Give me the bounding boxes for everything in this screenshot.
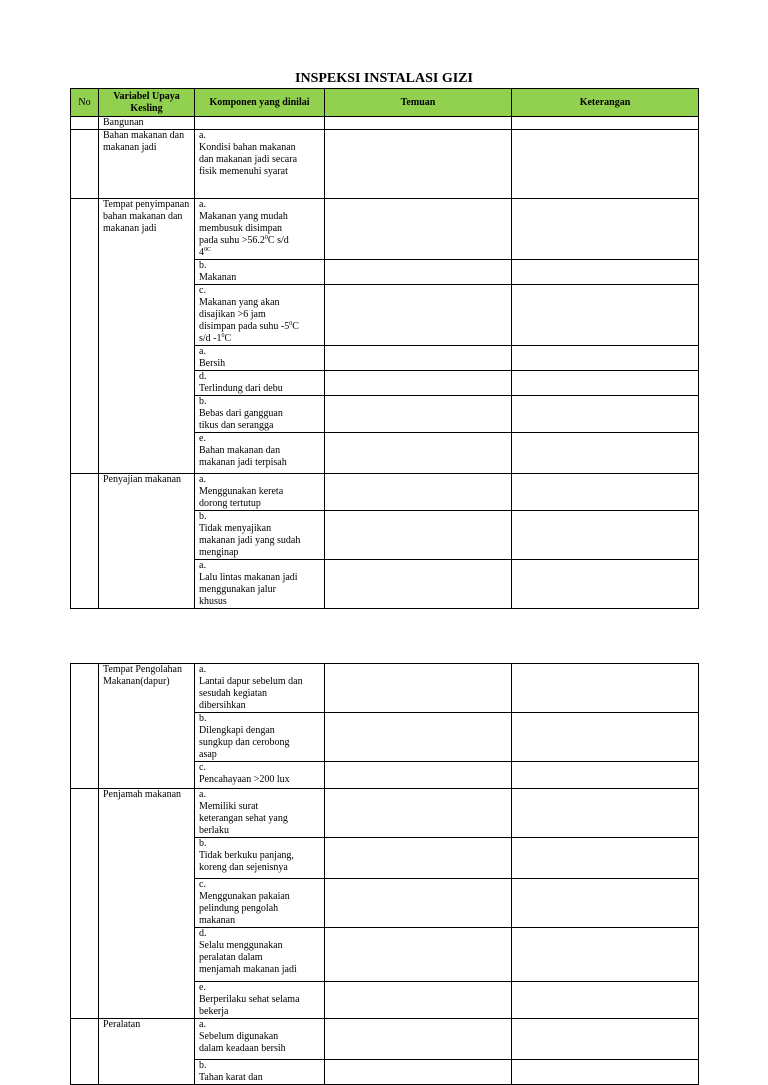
item-text: Sebelum digunakan dalam keadaan bersih xyxy=(199,1031,286,1054)
keterangan-cell xyxy=(512,982,699,1019)
keterangan-cell xyxy=(512,396,699,433)
no-cell xyxy=(71,474,99,609)
item-text xyxy=(199,211,303,259)
item-letter: a. xyxy=(199,130,206,141)
item-text-part: C s/d -1 xyxy=(199,321,299,344)
keterangan-cell xyxy=(512,371,699,396)
degree-superscript: 0C xyxy=(204,247,212,253)
temuan-cell xyxy=(325,199,512,260)
temuan-cell xyxy=(325,396,512,433)
header-row xyxy=(71,89,699,117)
component-cell xyxy=(195,260,325,285)
keterangan-cell xyxy=(512,664,699,713)
component-cell xyxy=(195,879,325,928)
item-text: Pencahayaan >200 lux xyxy=(199,774,290,785)
component-cell xyxy=(195,117,325,130)
temuan-cell xyxy=(325,1019,512,1060)
keterangan-cell xyxy=(512,1019,699,1060)
component-cell xyxy=(195,789,325,838)
temuan-cell xyxy=(325,260,512,285)
keterangan-cell xyxy=(512,511,699,560)
component-cell xyxy=(195,371,325,396)
temuan-cell xyxy=(325,474,512,511)
keterangan-cell xyxy=(512,838,699,879)
table-row xyxy=(71,1019,699,1060)
component-cell xyxy=(195,433,325,474)
no-cell xyxy=(71,117,99,130)
item-text: Tidak menyajikan makanan jadi yang sudah menginap xyxy=(199,523,301,558)
table-row xyxy=(71,199,699,260)
no-cell xyxy=(71,789,99,1019)
temuan-cell xyxy=(325,838,512,879)
keterangan-cell xyxy=(512,474,699,511)
variable-cell: Penyajian makanan xyxy=(99,474,195,609)
keterangan-cell xyxy=(512,560,699,609)
variable-cell: Tempat penyimpanan bahan makanan dan makanan jadi xyxy=(99,199,195,474)
component-cell xyxy=(195,713,325,762)
temuan-cell xyxy=(325,879,512,928)
variable-cell: Bahan makanan dan makanan jadi xyxy=(99,130,195,199)
temuan-cell xyxy=(325,371,512,396)
item-text: Bebas dari gangguan tikus dan serangga xyxy=(199,408,283,431)
header-temuan: Temuan xyxy=(325,89,512,117)
header-keterangan: Keterangan xyxy=(512,89,699,117)
temuan-cell xyxy=(325,130,512,199)
item-letter: e. xyxy=(199,982,206,993)
component-cell xyxy=(195,664,325,713)
component-cell xyxy=(195,199,325,260)
keterangan-cell xyxy=(512,789,699,838)
temuan-cell xyxy=(325,346,512,371)
keterangan-cell xyxy=(512,346,699,371)
variable-cell: Tempat Pengolahan Makanan(dapur) xyxy=(99,664,195,789)
keterangan-cell xyxy=(512,117,699,130)
keterangan-cell xyxy=(512,713,699,762)
item-text: Makanan xyxy=(199,272,237,283)
degree-superscript: 0 xyxy=(264,235,268,241)
item-letter: b. xyxy=(199,713,207,724)
item-letter: b. xyxy=(199,1060,207,1071)
no-cell xyxy=(71,130,99,199)
section-label: Bangunan xyxy=(99,117,195,130)
component-cell xyxy=(195,285,325,346)
component-cell xyxy=(195,346,325,371)
item-text xyxy=(199,297,303,345)
table-row xyxy=(71,789,699,838)
temuan-cell xyxy=(325,560,512,609)
item-text: Berperilaku sehat selama bekerja xyxy=(199,994,300,1017)
item-letter: a. xyxy=(199,199,206,210)
item-letter: d. xyxy=(199,928,207,939)
variable-cell: Peralatan xyxy=(99,1019,195,1085)
component-cell xyxy=(195,560,325,609)
item-letter: e. xyxy=(199,433,206,444)
item-text: Menggunakan kereta dorong tertutup xyxy=(199,486,284,509)
component-cell xyxy=(195,396,325,433)
component-cell xyxy=(195,838,325,879)
keterangan-cell xyxy=(512,285,699,346)
component-cell xyxy=(195,928,325,982)
item-text-part: Makanan yang akan disajikan >6 jam disimpan pada suhu -5 xyxy=(199,297,290,332)
keterangan-cell xyxy=(512,130,699,199)
temuan-cell xyxy=(325,285,512,346)
temuan-cell xyxy=(325,982,512,1019)
temuan-cell xyxy=(325,762,512,789)
item-letter: c. xyxy=(199,285,206,296)
item-letter: b. xyxy=(199,511,207,522)
item-letter: b. xyxy=(199,838,207,849)
header-komponen: Komponen yang dinilai xyxy=(195,89,325,117)
keterangan-cell xyxy=(512,762,699,789)
item-letter: a. xyxy=(199,346,206,357)
keterangan-cell xyxy=(512,433,699,474)
component-cell xyxy=(195,130,325,199)
inspection-table-top xyxy=(70,88,699,609)
item-letter: a. xyxy=(199,789,206,800)
item-letter: a. xyxy=(199,1019,206,1030)
item-text: Bersih xyxy=(199,358,226,369)
component-cell xyxy=(195,474,325,511)
item-letter: a. xyxy=(199,560,206,571)
item-text: Lantai dapur sebelum dan sesudah kegiatan dibersihkan xyxy=(199,676,303,711)
item-text: Terlindung dari debu xyxy=(199,383,283,394)
degree-superscript: 0 xyxy=(221,333,225,339)
item-text-part: C s/d 4 xyxy=(199,235,289,258)
variable-cell: Penjamah makanan xyxy=(99,789,195,1019)
item-text: Menggunakan pakaian pelindung pengolah makanan xyxy=(199,891,290,926)
item-text: Kondisi bahan makanan dan makanan jadi secara fisik memenuhi syarat xyxy=(199,142,298,177)
item-text-part: C xyxy=(224,333,232,344)
temuan-cell xyxy=(325,713,512,762)
item-letter: b. xyxy=(199,260,207,271)
item-text: Dilengkapi dengan sungkup dan cerobong asap xyxy=(199,725,290,760)
temuan-cell xyxy=(325,511,512,560)
header-no: No xyxy=(71,89,99,117)
no-cell xyxy=(71,664,99,789)
item-text: Memiliki surat keterangan sehat yang berlaku xyxy=(199,801,288,836)
component-cell xyxy=(195,1019,325,1060)
item-text: Tahan karat dan xyxy=(199,1072,263,1083)
degree-superscript: 0 xyxy=(289,321,293,327)
no-cell xyxy=(71,1019,99,1085)
table-row xyxy=(71,474,699,511)
item-letter: d. xyxy=(199,371,207,382)
keterangan-cell xyxy=(512,199,699,260)
table-row xyxy=(71,130,699,199)
temuan-cell xyxy=(325,928,512,982)
item-letter: a. xyxy=(199,664,206,675)
item-letter: b. xyxy=(199,396,207,407)
temuan-cell xyxy=(325,1060,512,1085)
item-letter: c. xyxy=(199,762,206,773)
temuan-cell xyxy=(325,789,512,838)
page-title: INSPEKSI INSTALASI GIZI xyxy=(295,71,473,86)
temuan-cell xyxy=(325,664,512,713)
keterangan-cell xyxy=(512,1060,699,1085)
keterangan-cell xyxy=(512,879,699,928)
temuan-cell xyxy=(325,117,512,130)
item-text: Selalu menggunakan peralatan dalam menjamah makanan jadi xyxy=(199,940,297,975)
item-letter: c. xyxy=(199,879,206,890)
component-cell xyxy=(195,511,325,560)
header-variabel: Variabel Upaya Kesling xyxy=(99,89,195,117)
component-cell xyxy=(195,762,325,789)
table-row xyxy=(71,664,699,713)
item-letter: a. xyxy=(199,474,206,485)
item-text: Tidak berkuku panjang, koreng dan sejenisnya xyxy=(199,850,294,873)
keterangan-cell xyxy=(512,260,699,285)
component-cell xyxy=(195,1060,325,1085)
item-text-part: Makanan yang mudah membusuk disimpan pada suhu >56.2 xyxy=(199,211,288,246)
temuan-cell xyxy=(325,433,512,474)
item-text: Bahan makanan dan makanan jadi terpisah xyxy=(199,445,287,468)
item-text: Lalu lintas makanan jadi menggunakan jalur khusus xyxy=(199,572,298,607)
inspection-table-bottom xyxy=(70,663,699,1085)
no-cell xyxy=(71,199,99,474)
keterangan-cell xyxy=(512,928,699,982)
section-row-bangunan xyxy=(71,117,699,130)
component-cell xyxy=(195,982,325,1019)
